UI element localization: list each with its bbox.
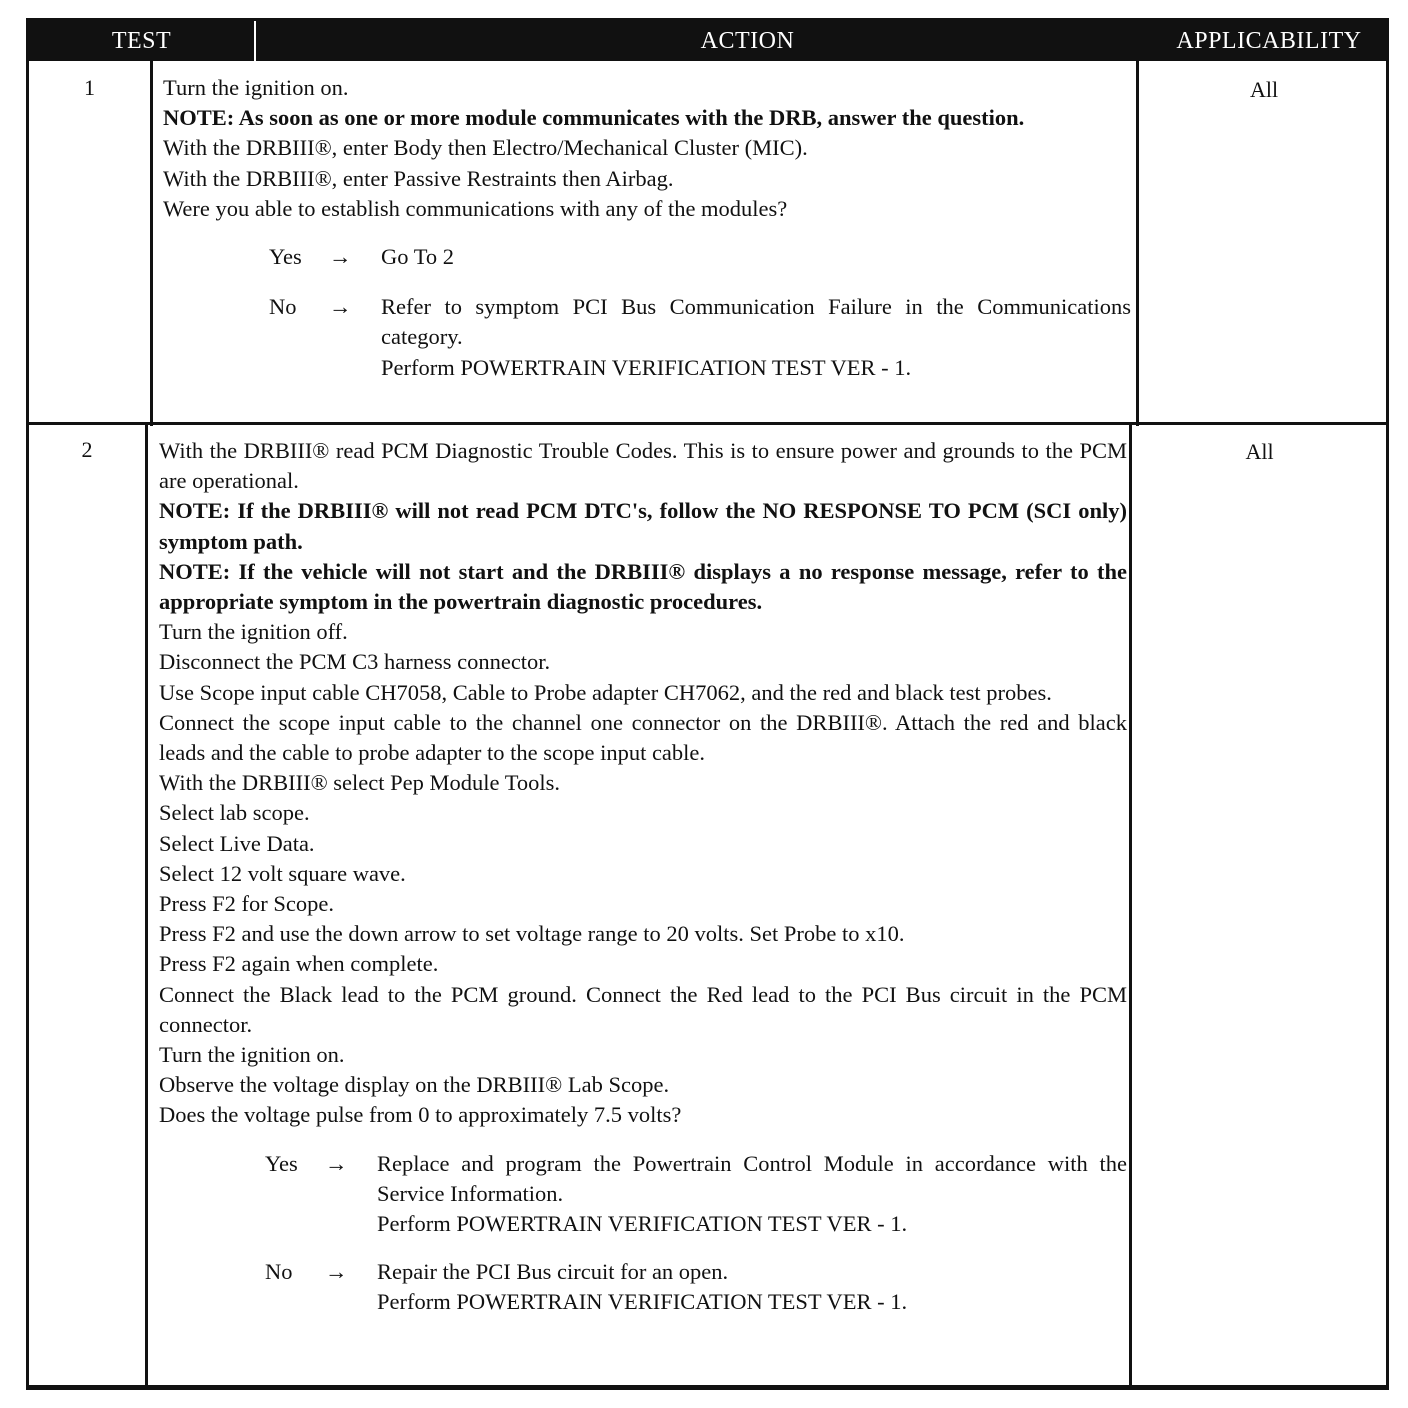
action-line: Connect the scope input cable to the channel one connector on the DRBIII®. Attach the red and black leads and the cable to probe adapter to the scope input cable. (159, 709, 1127, 766)
action-note: NOTE: If the DRBIII® will not read PCM DTC's, follow the NO RESPONSE TO PCM (SCI only) symptom path. (159, 498, 1127, 554)
header-test: TEST (29, 21, 254, 61)
action-line: Select 12 volt square wave. (159, 860, 406, 886)
diagnostic-table (26, 18, 1389, 1390)
action-line: Turn the ignition on. (159, 1042, 345, 1068)
arrow-icon: → (329, 294, 352, 320)
action-line: Press F2 and use the down arrow to set voltage range to 20 volts. Set Probe to x10. (159, 921, 905, 947)
column-divider (145, 425, 148, 1387)
no-label: No (269, 294, 297, 320)
no-option (265, 1257, 1127, 1317)
action-cell-test-2 (159, 436, 1127, 1318)
action-note: NOTE: As soon as one or more module communicates with the DRB, answer the question. (163, 105, 1025, 131)
action-line: Observe the voltage display on the DRBIII® Lab Scope. (159, 1072, 670, 1098)
action-line: With the DRBIII®, enter Body then Electro/Mechanical Cluster (MIC). (163, 135, 808, 161)
yes-option (265, 1149, 1127, 1240)
no-label: No (265, 1259, 293, 1285)
column-divider (1129, 425, 1132, 1387)
header-applicability: APPLICABILITY (1149, 21, 1389, 61)
action-line: Connect the Black lead to the PCM ground. Connect the Red lead to the PCI Bus circuit in the PCM connector. (159, 981, 1127, 1037)
action-question: Does the voltage pulse from 0 to approximately 7.5 volts? (159, 1102, 682, 1128)
column-divider (150, 61, 153, 426)
arrow-icon: → (325, 1150, 348, 1176)
applicability-value: All (1249, 77, 1279, 102)
no-result: Refer to symptom PCI Bus Communication Failure in the Communications category. (381, 294, 1131, 350)
yes-result: Go To 2 (381, 244, 455, 270)
action-question: Were you able to establish communications with any of the modules? (163, 195, 788, 221)
applicability-value: All (1245, 439, 1274, 464)
row-divider (29, 422, 1386, 425)
action-line: Select lab scope. (159, 800, 310, 826)
column-divider (1136, 61, 1139, 426)
yes-label: Yes (269, 244, 302, 270)
action-line: Select Live Data. (159, 830, 315, 856)
action-note: NOTE: If the vehicle will not start and the DRBIII® displays a no response message, refer to the appropriate symptom in the powertrain diagnostic procedures. (159, 558, 1127, 615)
no-option (269, 292, 1131, 383)
action-line: Use Scope input cable CH7058, Cable to Probe adapter CH7062, and the red and black test probes. (159, 679, 1052, 705)
yes-label: Yes (265, 1150, 298, 1176)
no-result: Perform POWERTRAIN VERIFICATION TEST VER - 1. (381, 354, 912, 380)
action-line: Turn the ignition off. (159, 619, 348, 645)
no-result: Repair the PCI Bus circuit for an open. (377, 1259, 729, 1285)
yes-result: Replace and program the Powertrain Control Module in accordance with the Service Information. (377, 1150, 1127, 1206)
action-line: Press F2 for Scope. (159, 891, 334, 917)
yes-option (269, 242, 1131, 272)
action-line: With the DRBIII® read PCM Diagnostic Trouble Codes. This is to ensure power and grounds to the PCM are operational. (159, 438, 1127, 494)
action-line: Disconnect the PCM C3 harness connector. (159, 649, 551, 675)
arrow-icon: → (329, 244, 352, 270)
test-number: 1 (84, 75, 95, 100)
action-line: With the DRBIII®, enter Passive Restraints then Airbag. (163, 165, 674, 191)
action-line: Press F2 again when complete. (159, 951, 439, 977)
test-number: 2 (81, 437, 93, 462)
no-result: Perform POWERTRAIN VERIFICATION TEST VER - 1. (377, 1289, 908, 1315)
header-action: ACTION (254, 21, 1239, 61)
yes-result: Perform POWERTRAIN VERIFICATION TEST VER - 1. (377, 1211, 908, 1237)
arrow-icon: → (325, 1259, 348, 1285)
action-line: Turn the ignition on. (163, 75, 349, 100)
action-line: With the DRBIII® select Pep Module Tools. (159, 770, 561, 796)
action-cell-test-1 (163, 73, 1131, 383)
